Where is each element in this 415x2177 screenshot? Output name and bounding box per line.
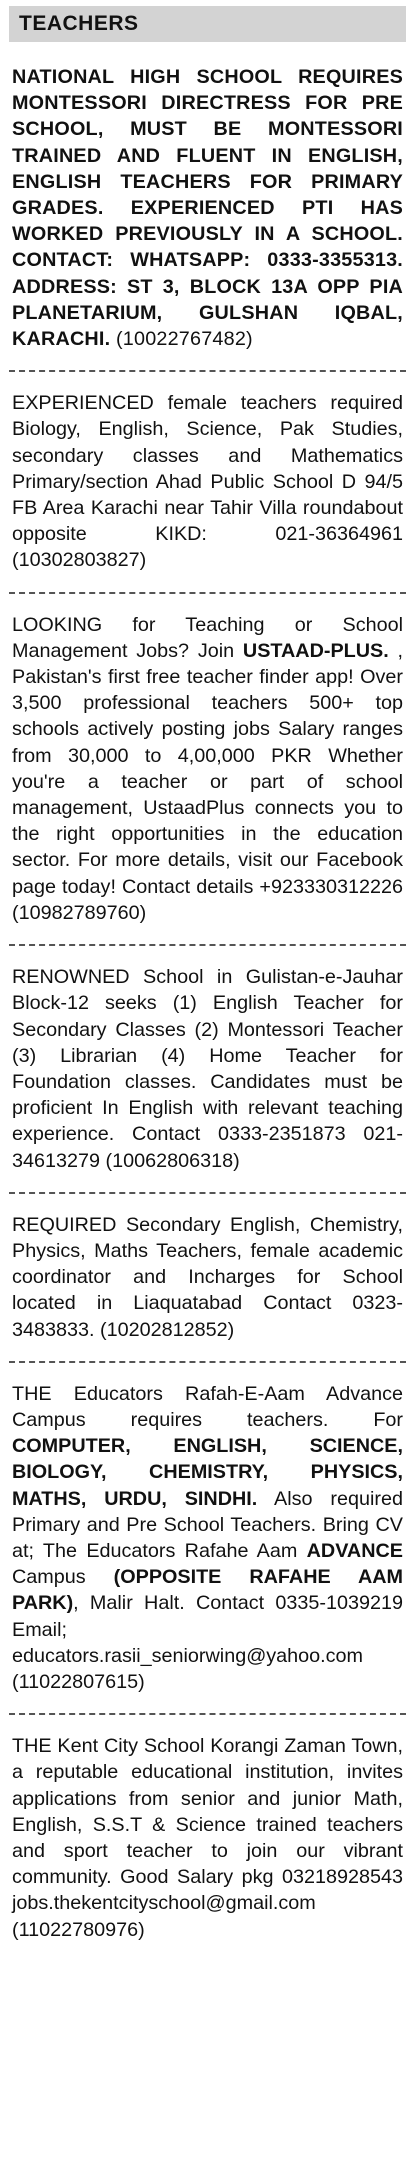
- ad-ref: (10982789760): [12, 901, 147, 924]
- ad-ustaadplus: [9, 612, 406, 926]
- ad-text: , Pakistan's first free teacher finder app! Over 3,500 professional teachers 500+ top schools actively posting jobs Salary ranges from 30,000 to 4,00,000 PKR Whether you're a teacher or part of school management, UstaadPlus connects you to the right opportunities in the education sector. For more details, visit our Facebook page today! Contact details +923330312226: [12, 639, 403, 898]
- ad-national-high-school: [9, 64, 406, 352]
- ad-renowned-school: [9, 964, 406, 1174]
- ad-ref: (11022780976): [12, 1918, 145, 1941]
- ad-campus: ADVANCE: [306, 1539, 403, 1562]
- ad-divider: [9, 1361, 406, 1363]
- ad-text: REQUIRED Secondary English, Chemistry, Physics, Maths Teachers, female academic coordinator and Incharges for School located in Liaquatabad Contact 0323-3483833.: [12, 1213, 403, 1341]
- ad-part4: , Malir Halt. Contact 0335-1039219 Email; educators.rasii_seniorwing@yahoo.com: [12, 1592, 403, 1667]
- ad-subjects: COMPUTER, ENGLISH, SCIENCE, BIOLOGY, CHEMISTRY, PHYSICS, MATHS, URDU, SINDHI.: [12, 1435, 403, 1510]
- ad-divider: [9, 1713, 406, 1715]
- ad-educators-rafah-e-aam: [9, 1381, 406, 1695]
- ad-ahad-public-school: [9, 390, 406, 573]
- ad-location: (OPPOSITE RAFAHE AAM PARK): [12, 1566, 403, 1615]
- ad-ref: (10062806318): [105, 1149, 240, 1172]
- ad-divider: [9, 370, 406, 372]
- section-header: [9, 6, 406, 42]
- ad-part1: THE Educators Rafah-E-Aam Advance Campus requires teachers. For: [12, 1382, 403, 1431]
- ad-kent-city-school: [9, 1733, 406, 1943]
- ad-part2: Also required Primary and Pre School Teachers. Bring CV at; The Educators Rafahe Aam: [12, 1487, 403, 1562]
- ad-text: THE Kent City School Korangi Zaman Town, a reputable educational institution, invites applications from senior and junior Math, English, S.S.T & Science trained teachers and sport teacher to join our vibrant community. Good Salary pkg 03218928543 jobs.thekentcityschool@gmail.com: [12, 1735, 403, 1915]
- ad-ref: (10202812852): [100, 1318, 235, 1341]
- ad-text: EXPERIENCED female teachers required Biology, English, Science, Pak Studies, secondary classes and Mathematics Primary/section Ahad Public School D 94/5 FB Area Karachi near Tahir Villa roundabout opposite KIKD: 021-36364961: [12, 392, 403, 546]
- ad-divider: [9, 1192, 406, 1194]
- section-title: TEACHERS: [19, 12, 139, 35]
- ad-text: NATIONAL HIGH SCHOOL REQUIRES MONTESSORI DIRECTRESS FOR PRE SCHOOL, MUST BE MONTESSORI TRAINED AND FLUENT IN ENGLISH, ENGLISH TEACHERS FOR PRIMARY GRADES. EXPERIENCED PTI HAS WORKED PREVIOUSLY IN A SCHOOL. CONTACT: WHATSAPP: 0333-3355313. ADDRESS: ST 3, BLOCK 13A OPP PIA PLANETARIUM, GULSHAN IQBAL, KARACHI.: [12, 66, 403, 351]
- ads-list: [9, 64, 406, 1943]
- ad-ref: (11022807615): [12, 1670, 145, 1693]
- ad-divider: [9, 944, 406, 946]
- ad-divider: [9, 592, 406, 594]
- ad-part3: Campus: [12, 1566, 114, 1589]
- ad-ref: (10302803827): [12, 549, 147, 572]
- ad-text: RENOWNED School in Gulistan-e-Jauhar Block-12 seeks (1) English Teacher for Secondary Classes (2) Montessori Teacher (3) Librarian (4) Home Teacher for Foundation classes. Candidates must be proficient In English with relevant teaching experience. Contact 0333-2351873 021-34613279: [12, 966, 403, 1172]
- ad-lead: LOOKING for Teaching or School Management Jobs? Join: [12, 613, 403, 662]
- ad-liaquatabad-school: [9, 1212, 406, 1343]
- ad-ref: (10022767482): [116, 328, 253, 351]
- ad-brand: USTAAD-PLUS.: [242, 639, 389, 662]
